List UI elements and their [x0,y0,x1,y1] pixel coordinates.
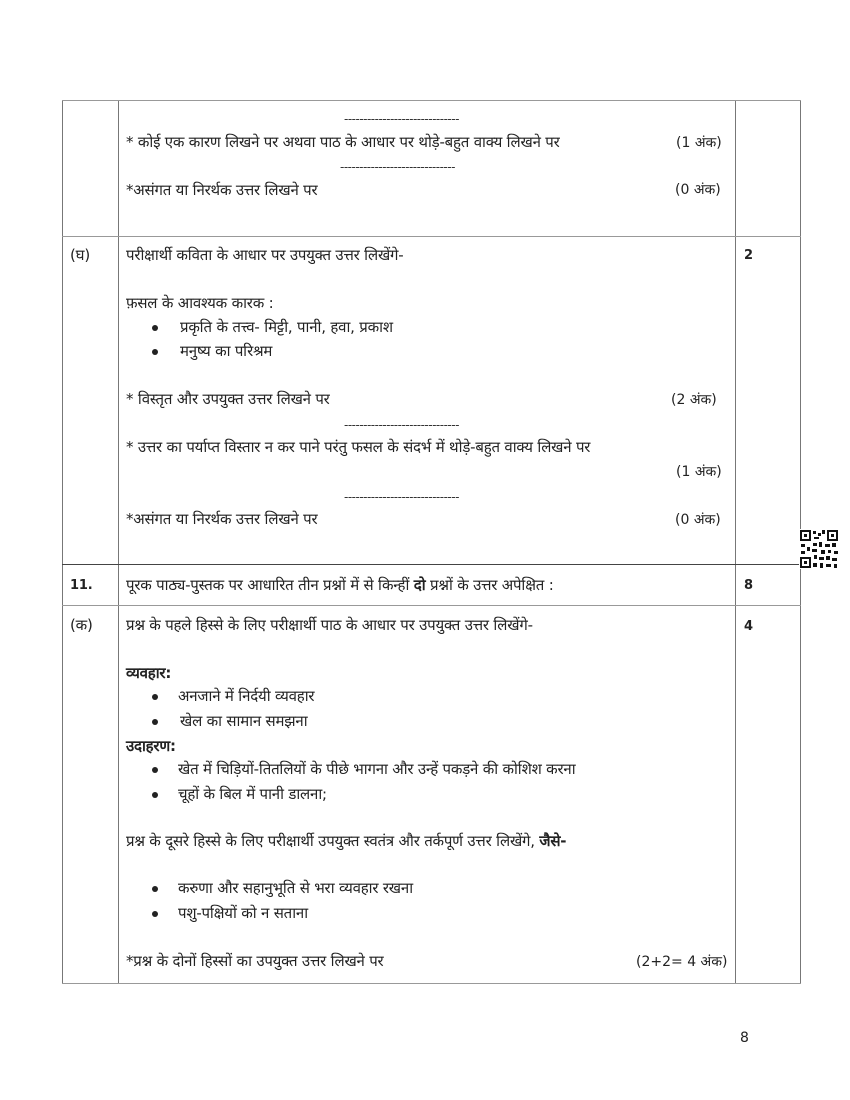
criterion-text: * विस्तृत और उपयुक्त उत्तर लिखने पर [126,390,330,408]
row-marks-total: 2 [744,248,753,263]
row-border-1 [62,236,801,237]
row-border-top [62,100,801,101]
row-label: (क) [70,616,93,634]
answer-heading: उदाहरण: [126,737,176,755]
marks-value: (1 अंक) [676,464,722,480]
bullet-item: अनजाने में निर्दयी व्यवहार [178,687,315,705]
col-border-left [62,100,63,984]
bullet-icon [152,349,158,355]
row-border-bottom [62,983,801,984]
question-text-bold: दो [413,576,426,594]
bullet-item: खेल का सामान समझना [180,712,308,730]
qr-code-icon [799,529,839,569]
separator-line: ------------------------------ [340,160,455,174]
answer-intro [126,831,566,851]
marks-value: (0 अंक) [675,512,721,528]
criterion-text: * उत्तर का पर्याप्त विस्तार न कर पाने परंतु फसल के संदर्भ में थोड़े-बहुत वाक्य लिखने पर [126,438,591,456]
question-text-start: पूरक पाठ्य-पुस्तक पर आधारित तीन प्रश्नों में से किन्हीं [126,576,414,594]
bullet-item: खेत में चिड़ियों-तितलियों के पीछे भागना और उन्हें पकड़ने की कोशिश करना [178,760,576,778]
criterion-text: *असंगत या निरर्थक उत्तर लिखने पर [126,181,318,199]
col-border-content [735,100,736,984]
col-border-label [118,100,119,984]
question-text [126,575,554,595]
answer-intro-bold: जैसे- [539,832,567,850]
row-border-3 [62,605,801,606]
marks-value: (1 अंक) [676,135,722,151]
row-border-2 [62,564,801,565]
bullet-icon [152,911,158,917]
question-text-end: प्रश्नों के उत्तर अपेक्षित : [425,576,554,594]
criterion-text: *प्रश्न के दोनों हिस्सों का उपयुक्त उत्तर लिखने पर [126,952,384,970]
answer-heading: फ़सल के आवश्यक कारक : [126,294,274,312]
page-number: 8 [740,1030,749,1046]
row-marks-total: 8 [744,578,753,593]
bullet-icon [152,694,158,700]
separator-line: ------------------------------ [344,418,459,432]
bullet-item: प्रकृति के तत्त्व- मिट्टी, पानी, हवा, प्रकाश [180,318,393,336]
bullet-item: चूहों के बिल में पानी डालना; [178,785,327,803]
bullet-item: मनुष्य का परिश्रम [180,342,273,360]
bullet-item: पशु-पक्षियों को न सताना [178,904,308,922]
criterion-text: *असंगत या निरर्थक उत्तर लिखने पर [126,510,318,528]
criterion-text: * कोई एक कारण लिखने पर अथवा पाठ के आधार पर थोड़े-बहुत वाक्य लिखने पर [126,133,560,151]
marks-value: (0 अंक) [675,182,721,198]
answer-heading: व्यवहार: [126,664,172,682]
answer-intro: परीक्षार्थी कविता के आधार पर उपयुक्त उत्तर लिखेंगे- [126,246,404,264]
bullet-icon [152,792,158,798]
answer-intro: प्रश्न के पहले हिस्से के लिए परीक्षार्थी पाठ के आधार पर उपयुक्त उत्तर लिखेंगे- [126,616,533,634]
bullet-icon [152,767,158,773]
answer-intro-text: प्रश्न के दूसरे हिस्से के लिए परीक्षार्थी उपयुक्त स्वतंत्र और तर्कपूर्ण उत्तर लिखेंगे, [126,832,540,850]
marks-value: (2+2= 4 अंक) [636,954,728,970]
bullet-icon [152,325,158,331]
question-number: 11. [70,578,93,593]
bullet-item: करुणा और सहानुभूति से भरा व्यवहार रखना [178,879,413,897]
bullet-icon [152,719,158,725]
separator-line: ------------------------------ [344,490,459,504]
row-label: (घ) [70,246,90,264]
row-marks-total: 4 [744,619,753,634]
marks-value: (2 अंक) [671,392,717,408]
separator-line: ------------------------------ [344,112,459,126]
bullet-icon [152,886,158,892]
